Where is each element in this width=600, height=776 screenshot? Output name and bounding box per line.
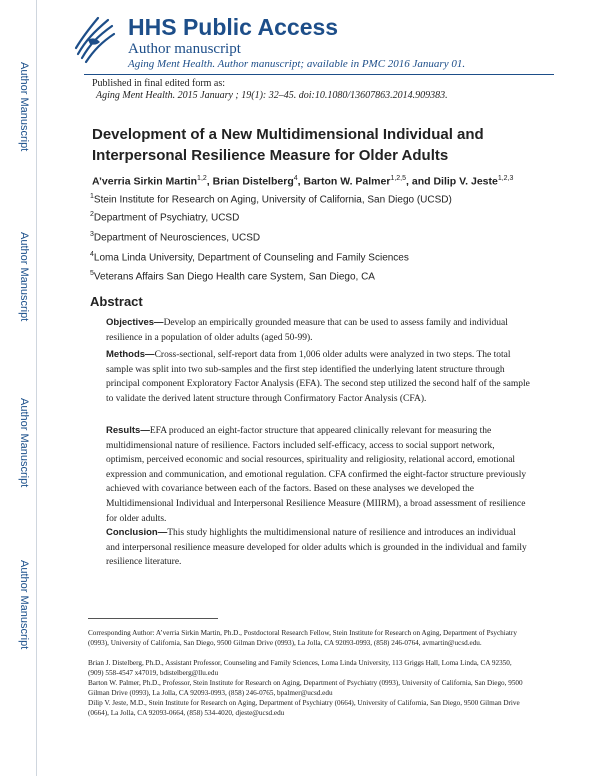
abstract-methods (106, 348, 530, 406)
affiliation-text: Veterans Affairs San Diego Health care System, San Diego, CA (93, 271, 375, 283)
affiliation-text: Stein Institute for Research on Aging, University of California, San Diego (UCSD) (93, 194, 452, 206)
affiliation (90, 211, 239, 223)
header-rule (84, 74, 554, 75)
author-name: Dilip V. Jeste (433, 175, 498, 188)
author-sep: , (206, 175, 213, 188)
section-label: Conclusion— (106, 527, 168, 538)
footnote-corresponding: Corresponding Author: A’verria Sirkin Martin, Ph.D., Postdoctoral Research Fellow, Stein Institute for Research on Aging, Department of Psychiatry (0993), University of California, San Diego, 9500 Gilman Drive (0993), La Jolla, CA 92093-0993, (858) 246-0764, avmartin@ucsd.edu. (88, 629, 517, 648)
affiliation-sup: 1 (90, 193, 94, 200)
affiliation (90, 251, 409, 263)
section-label: Objectives— (106, 317, 164, 328)
footnote-jeste: Dilip V. Jeste, M.D., Stein Institute for Research on Aging, Department of Psychiatry (0664), University of California, San Diego, 9500 Gilman Drive (0664), La Jolla, CA 92093-0664, (858) 534-4020, djeste@ucsd.edu (88, 699, 520, 718)
hhs-eagle-logo-icon (72, 10, 116, 66)
section-text: EFA produced an eight-factor structure that appeared clinically relevant for measuring the multidimensional nature of resilience. Factors included self-efficacy, access to social support network, optimism, perceived economic and social resources, spirituality and religiosity, relational accord, emotional expression and communication, and emotional regulation. CFA confirmed the eight-factor structure previously achieved with covariance between each of the factors. Based on these analyses we developed the Multidimensional Individual and Interpersonal Resilience Measure (MIIRM), a broad assessment of resilience for older adults. (106, 426, 527, 524)
affiliation (90, 193, 452, 205)
section-text: Cross-sectional, self-report data from 1,006 older adults were analyzed in two steps. The total sample was split into two sub-samples and the first step identified the underlying latent structure through principal component Exploratory Factor Analysis (EFA). The second step utilized the second half of the sample to validate the derived latent structure through Confirmatory Factor Analysis (CFA). (106, 350, 530, 404)
article-title: Development of a New Multidimensional Individual and Interpersonal Resilience Measure for Older Adults (92, 126, 484, 164)
author-sup: 1,2,3 (497, 175, 514, 182)
sidebar-label-3: Author Manuscript (18, 398, 30, 488)
author-name: A’verria Sirkin Martin (92, 175, 198, 188)
author-sep: , and (406, 175, 434, 188)
author-name: Brian Distelberg (212, 175, 294, 188)
sidebar-label-4: Author Manuscript (18, 560, 30, 650)
author-name: Barton W. Palmer (303, 175, 391, 188)
hhs-citation: Aging Ment Health. Author manuscript; available in PMC 2016 January 01. (128, 58, 466, 70)
abstract-results (106, 424, 530, 526)
abstract-conclusion (106, 526, 530, 570)
affiliation-sup: 5 (90, 270, 94, 277)
hhs-subtitle: Author manuscript (128, 41, 241, 57)
affiliation-sup: 4 (90, 251, 94, 258)
footnote-distelberg: Brian J. Distelberg, Ph.D., Assistant Professor, Counseling and Family Sciences, Loma Linda University, 113 Griggs Hall, Loma Linda, CA 92350, (909) 558-4547 x47019, bdistelberg@llu.edu (88, 659, 512, 678)
section-text: This study highlights the multidimensional nature of resilience and introduces an individual and interpersonal resilience measure developed for older adults which is grounded in the individual and family resilience literature. (106, 528, 527, 568)
abstract-heading: Abstract (90, 294, 143, 309)
footnote-rule (88, 618, 218, 619)
author-list (92, 175, 513, 188)
author-sup: 1,2 (197, 175, 207, 182)
section-label: Results— (106, 425, 150, 436)
abstract-objectives (106, 316, 530, 345)
section-label: Methods— (106, 349, 155, 360)
sidebar-label-2: Author Manuscript (18, 232, 30, 322)
affiliation-sup: 2 (90, 211, 94, 218)
author-sup: 1,2,5 (390, 175, 407, 182)
hhs-title: HHS Public Access (128, 14, 339, 40)
affiliation (90, 270, 375, 282)
author-sup: 4 (293, 175, 298, 182)
affiliation-text: Department of Neurosciences, UCSD (93, 232, 261, 244)
sidebar-divider (36, 0, 37, 776)
sidebar-label-1: Author Manuscript (18, 62, 30, 152)
publication-line: Published in final edited form as: (92, 78, 226, 89)
affiliation-text: Department of Psychiatry, UCSD (93, 212, 240, 224)
affiliation (90, 231, 260, 243)
affiliation-text: Loma Linda University, Department of Counseling and Family Sciences (93, 252, 409, 264)
footnote-palmer: Barton W. Palmer, Ph.D., Professor, Stein Institute for Research on Aging, Department of Psychiatry (0993), University of California, San Diego, 9500 Gilman Drive (0993), La Jolla, CA 92093-0993, (858) 246-0765, bpalmer@ucsd.edu (88, 679, 523, 698)
section-text: Develop an empirically grounded measure that can be used to assess family and individual resilience in a population of older adults (aged 50-99). (106, 318, 508, 343)
author-sep: , (297, 175, 304, 188)
publication-citation: Aging Ment Health. 2015 January ; 19(1): 32–45. doi:10.1080/13607863.2014.909383. (96, 90, 448, 101)
affiliation-sup: 3 (90, 231, 94, 238)
